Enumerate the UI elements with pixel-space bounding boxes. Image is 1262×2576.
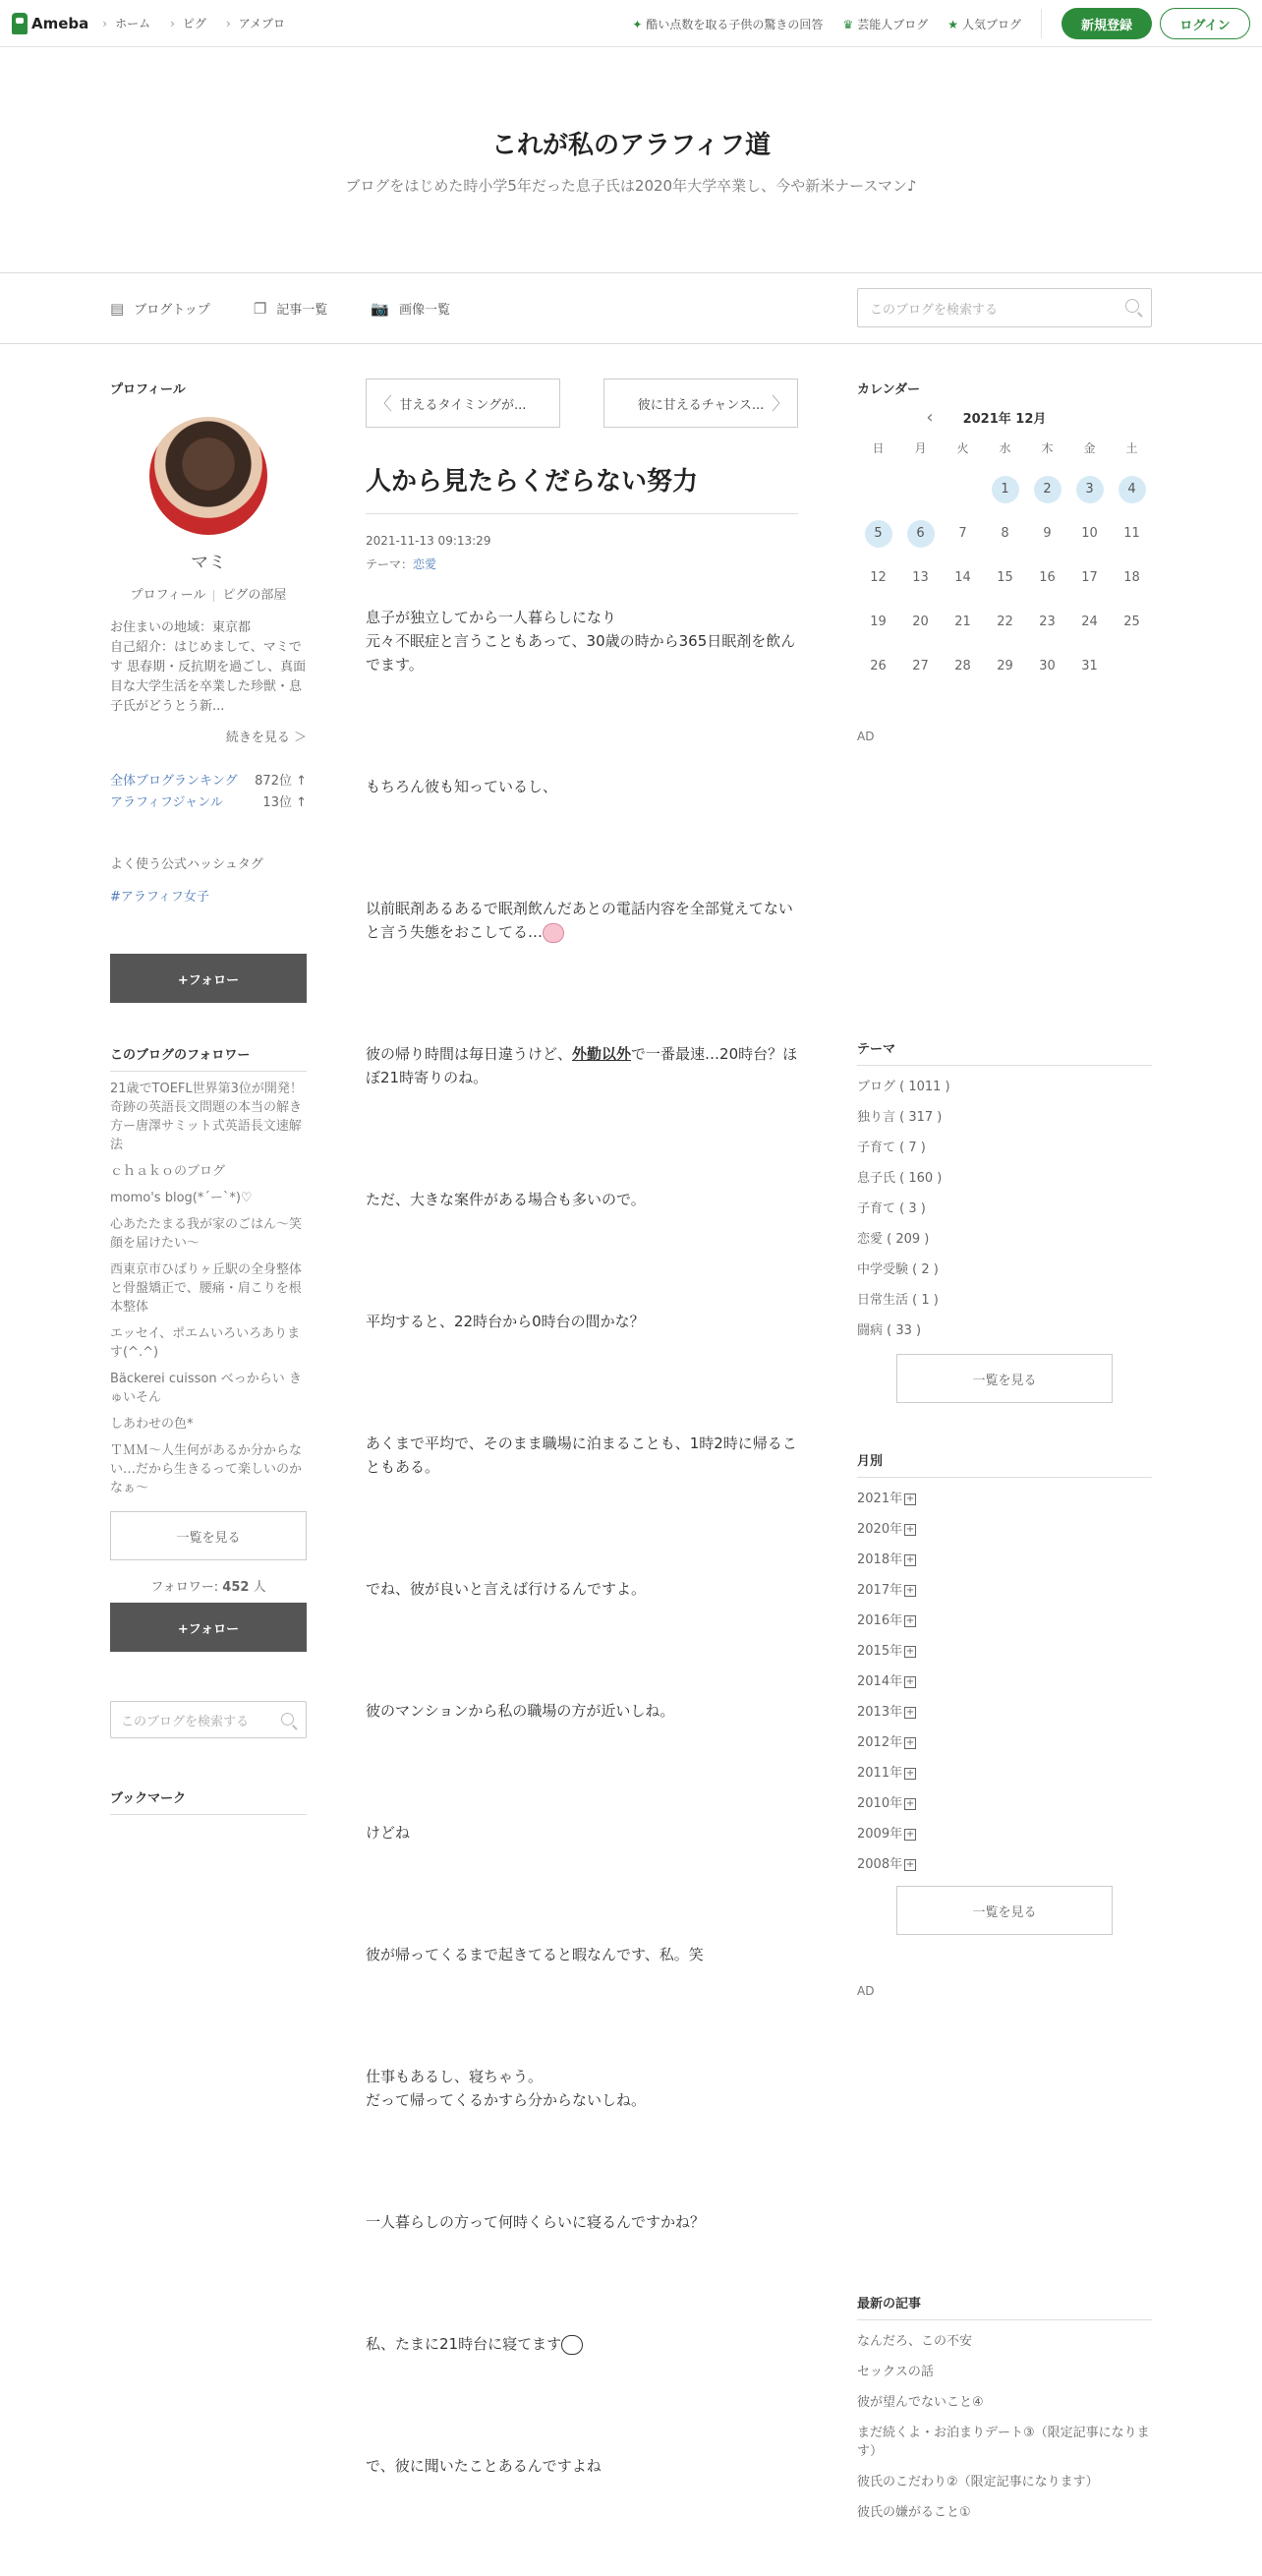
- calendar-day-number: 25: [1123, 615, 1140, 629]
- calendar-heading: カレンダー: [857, 382, 921, 397]
- follower-count-unit: 人: [249, 1580, 266, 1595]
- recent-entry[interactable]: まだ続くよ・お泊まりデート③（限定記事になります）: [857, 2426, 1150, 2459]
- blog-search-input[interactable]: [857, 288, 1152, 327]
- entry-paragraph: で、彼に聞いたことあるんですよね: [366, 2457, 602, 2475]
- header-link-celebrity[interactable]: [842, 16, 928, 32]
- theme-item[interactable]: 子育て ( 7 ): [857, 1141, 926, 1155]
- calendar-day: [984, 556, 1026, 600]
- calendar-day: [899, 556, 942, 600]
- calendar-day-number: 19: [870, 615, 887, 629]
- profile-name[interactable]: マミ: [191, 553, 226, 573]
- sidebar-search-placeholder: このブログを検索する: [121, 1714, 250, 1729]
- rank-genre-link[interactable]: アラフィフジャンル: [110, 795, 223, 810]
- signup-button[interactable]: 新規登録: [1061, 8, 1152, 39]
- weekday-label: 土: [1125, 441, 1138, 455]
- profile-links-separator: [213, 590, 214, 602]
- weekday-label: 火: [956, 441, 969, 455]
- crown-icon: ♛: [842, 17, 854, 31]
- entry-title[interactable]: 人から見たらくだらない努力: [366, 461, 798, 514]
- ad-label-2: AD: [857, 1984, 875, 1998]
- follower-count-label: フォロワー:: [150, 1580, 223, 1595]
- entry-theme-link[interactable]: 恋愛: [413, 557, 437, 571]
- calendar-day: [984, 644, 1026, 688]
- theme-item[interactable]: 独り言 ( 317 ): [857, 1110, 943, 1125]
- header-right: [632, 8, 1250, 39]
- calendar-day: [942, 511, 984, 556]
- archive-year[interactable]: [857, 1855, 1152, 1874]
- header-divider: [1041, 9, 1042, 38]
- rank-all-value: 872位 ↑: [255, 774, 307, 789]
- calendar-empty-cell: [942, 467, 984, 511]
- subnav-entry-list-label: 記事一覧: [276, 303, 328, 318]
- calendar-day-linked[interactable]: [1068, 467, 1111, 511]
- calendar-empty-cell: [899, 467, 942, 511]
- follower-item[interactable]: しあわせの色*: [110, 1417, 194, 1432]
- calendar-month: 2021年 12月: [962, 412, 1047, 427]
- calendar-day: [942, 600, 984, 644]
- calendar-day-number: 1: [992, 476, 1019, 503]
- archive-year-label: 2009年: [857, 1827, 903, 1842]
- recent-entry[interactable]: 彼が望んでないこと④: [857, 2395, 984, 2410]
- calendar-day-number: 12: [870, 570, 887, 585]
- calendar-day-number: 26: [870, 659, 887, 673]
- expand-plus-icon[interactable]: +: [905, 1736, 915, 1748]
- archive-year[interactable]: [857, 1703, 1152, 1722]
- expand-plus-icon[interactable]: +: [905, 1858, 915, 1870]
- weekday-label: 水: [999, 441, 1011, 455]
- entry-paragraph: [366, 1042, 798, 1089]
- calendar-day-number: 7: [958, 526, 967, 541]
- entry-paragraph: [366, 897, 798, 944]
- hashtag-heading: よく使う公式ハッシュタグ: [110, 857, 263, 872]
- recent-heading: 最新の記事: [857, 2293, 1152, 2320]
- calendar-day-number: 9: [1043, 526, 1052, 541]
- calendar-day-number: 17: [1081, 570, 1098, 585]
- calendar-empty-cell: [857, 467, 899, 511]
- profile-links: [110, 584, 307, 603]
- calendar-grid: [857, 439, 1152, 688]
- archive-year-label: 2017年: [857, 1583, 903, 1598]
- follower-item[interactable]: momo's blog(*´ー`*)♡: [110, 1191, 253, 1205]
- follow-button-2[interactable]: +フォロー: [110, 1603, 307, 1652]
- ad-label: AD: [857, 730, 875, 743]
- theme-item[interactable]: 恋愛 ( 209 ): [857, 1232, 930, 1247]
- entry-paragraph: もちろん彼も知っているし、: [366, 778, 558, 795]
- archive-year[interactable]: [857, 1642, 1152, 1661]
- calendar-day-number: 23: [1039, 615, 1056, 629]
- theme-item[interactable]: 日常生活 ( 1 ): [857, 1293, 939, 1308]
- face-emoji-icon: [561, 2335, 583, 2355]
- follower-item[interactable]: 西東京市ひばりヶ丘駅の全身整体と骨盤矯正で、腰痛・肩こりを根本整体: [110, 1262, 303, 1315]
- nav-ameblo[interactable]: › アメブロ: [226, 15, 285, 31]
- monthly-heading: 月別: [857, 1450, 1152, 1478]
- calendar-header: [857, 407, 1152, 428]
- archive-year[interactable]: [857, 1490, 1152, 1508]
- subnav-image-list-label: 画像一覧: [398, 303, 450, 318]
- archive-year[interactable]: [857, 1825, 1152, 1844]
- calendar-day-number: 30: [1039, 659, 1056, 673]
- follower-count-value: 452: [222, 1580, 250, 1595]
- avatar[interactable]: [149, 417, 267, 535]
- camera-icon: 📷: [371, 300, 389, 318]
- next-entry-label: 彼に甘えるチャンス...: [637, 397, 765, 413]
- ranking-block: [110, 771, 307, 814]
- star-icon: ★: [947, 17, 958, 31]
- archive-year-label: 2016年: [857, 1613, 903, 1628]
- calendar-day: [1111, 511, 1153, 556]
- follower-item[interactable]: エッセイ、ポエムいろいろあります(^.^): [110, 1326, 301, 1360]
- calendar-day-linked[interactable]: [1026, 467, 1068, 511]
- calendar-day-number: 27: [912, 659, 929, 673]
- calendar-day: [1111, 600, 1153, 644]
- calendar-day-number: 4: [1119, 476, 1146, 503]
- header-link-article[interactable]: [632, 16, 823, 32]
- calendar-day: [1068, 511, 1111, 556]
- theme-item[interactable]: ブログ ( 1011 ): [857, 1080, 950, 1094]
- search-icon[interactable]: [1125, 299, 1139, 313]
- expand-plus-icon[interactable]: +: [905, 1553, 915, 1565]
- follower-item[interactable]: 21歳でTOEFL世界第3位が開発！奇跡の英語長文問題の本当の解き方ー唐澤サミット式英語長文速解法: [110, 1082, 303, 1152]
- entry-paragraph-text: 以前眠剤あるあるで眠剤飲んだあとの電話内容を全部覚えてないと言う失態をおこしてる…: [366, 900, 793, 941]
- profile-area: お住まいの地域：東京都: [110, 620, 252, 635]
- theme-item[interactable]: 闘病 ( 33 ): [857, 1323, 922, 1338]
- subnav-entry-list[interactable]: [254, 299, 327, 318]
- entry-paragraph: [366, 2332, 798, 2356]
- archive-year-label: 2015年: [857, 1644, 903, 1659]
- entry-paragraph: でね、彼が良いと言えば行けるんですよ。: [366, 1580, 647, 1598]
- main-content: [366, 379, 798, 2576]
- prev-entry-button[interactable]: [366, 379, 560, 428]
- calendar-day: [899, 600, 942, 644]
- next-entry-button[interactable]: [603, 379, 798, 428]
- subnav-blog-top-label: ブログトップ: [134, 303, 210, 318]
- entry-pager: [366, 379, 798, 428]
- archive-year[interactable]: [857, 1551, 1152, 1569]
- entry-paragraph-text: 彼の帰り時間は毎日違うけど、: [366, 1045, 573, 1063]
- archive-year-label: 2020年: [857, 1522, 903, 1537]
- expand-plus-icon[interactable]: +: [905, 1523, 915, 1535]
- calendar-day-linked[interactable]: [899, 511, 942, 556]
- recent-list: [857, 2332, 1152, 2522]
- archive-year-label: 2012年: [857, 1735, 903, 1750]
- calendar-day-number: 11: [1123, 526, 1140, 541]
- search-icon[interactable]: [281, 1713, 294, 1726]
- ameba-logo-icon: [12, 13, 28, 34]
- entry-paragraph: あくまで平均で、そのまま職場に泊まることも、1時2時に帰ることもある。: [366, 1434, 797, 1476]
- archive-year[interactable]: [857, 1672, 1152, 1691]
- expand-plus-icon[interactable]: +: [905, 1797, 915, 1809]
- follower-count: [110, 1576, 307, 1595]
- calendar-day-number: 29: [997, 659, 1013, 673]
- pig-emoji-icon: [543, 923, 564, 943]
- entry-theme-label: テーマ：: [366, 557, 414, 571]
- global-header: [0, 0, 1262, 47]
- subnav-image-list[interactable]: [371, 299, 450, 318]
- entry-date: 2021-11-13 09:13:29: [366, 534, 491, 548]
- entry-emphasis: 外勤以外: [572, 1045, 632, 1063]
- archive-year-label: 2018年: [857, 1552, 903, 1567]
- calendar-day-number: 18: [1123, 570, 1140, 585]
- theme-item[interactable]: 息子氏 ( 160 ): [857, 1171, 943, 1186]
- calendar-day-number: 5: [865, 520, 892, 548]
- monthly-list: [857, 1490, 1152, 1874]
- theme-heading: テーマ: [857, 1038, 1152, 1066]
- weekday-label: 金: [1083, 441, 1096, 455]
- weekday-label: 木: [1041, 441, 1054, 455]
- expand-plus-icon[interactable]: +: [905, 1767, 915, 1779]
- calendar-day: [1026, 600, 1068, 644]
- expand-plus-icon[interactable]: +: [905, 1584, 915, 1596]
- entry-paragraph: 息子が独立してから一人暮らしになり 元々不眠症と言うこともあって、30歳の時から365日眠剤を飲んでます。: [366, 609, 796, 673]
- entry-body: [366, 606, 798, 2478]
- calendar-day-number: 28: [954, 659, 971, 673]
- chevron-right-icon: 〉: [772, 394, 789, 415]
- expand-plus-icon[interactable]: +: [905, 1493, 915, 1504]
- expand-plus-icon[interactable]: +: [905, 1614, 915, 1626]
- header-link-popular-label: 人気ブログ: [961, 17, 1021, 31]
- archive-year-label: 2013年: [857, 1705, 903, 1720]
- calendar-day: [1026, 644, 1068, 688]
- right-sidebar: [857, 379, 1152, 2522]
- left-sidebar: [110, 379, 307, 1815]
- recent-entry[interactable]: セックスの話: [857, 2365, 934, 2379]
- bookmark-heading: ブックマーク: [110, 1787, 307, 1815]
- calendar-day-number: 15: [997, 570, 1013, 585]
- profile-intro: 自己紹介：はじめまして、マミです 思春期・反抗期を過ごし、真面目な大学生活を卒業した珍獣・息子氏がどうとう新...: [110, 640, 307, 714]
- blog-title[interactable]: これが私のアラフィフ道: [491, 130, 771, 160]
- copy-icon: ❐: [253, 300, 267, 318]
- calendar-day-linked[interactable]: [857, 511, 899, 556]
- expand-plus-icon[interactable]: +: [905, 1706, 915, 1718]
- rank-genre-value: 13位 ↑: [262, 795, 307, 810]
- weekday-label: 日: [872, 441, 885, 455]
- calendar-day: [1026, 511, 1068, 556]
- entry-paragraph: 彼のマンションから私の職場の方が近いしね。: [366, 1702, 675, 1720]
- calendar-day-number: 22: [997, 615, 1013, 629]
- theme-item[interactable]: 中学受験 ( 2 ): [857, 1262, 939, 1277]
- profile-heading: プロフィール: [110, 382, 186, 397]
- archive-year-label: 2021年: [857, 1492, 903, 1506]
- weekday-label: 月: [914, 441, 927, 455]
- archive-year-label: 2008年: [857, 1857, 903, 1872]
- calendar-day-number: 13: [912, 570, 929, 585]
- subnav-blog-top[interactable]: [110, 299, 210, 318]
- entry-paragraph: 彼が帰ってくるまで起きてると暇なんです、私。笑: [366, 1946, 704, 1963]
- archive-year-label: 2010年: [857, 1796, 903, 1811]
- calendar-day-number: 14: [954, 570, 971, 585]
- calendar-day-number: 2: [1034, 476, 1061, 503]
- archive-year-label: 2014年: [857, 1674, 903, 1689]
- archive-year[interactable]: [857, 1581, 1152, 1600]
- calendar-day-number: 20: [912, 615, 929, 629]
- calendar-day-number: 3: [1076, 476, 1104, 503]
- followers-see-all-button[interactable]: 一覧を見る: [110, 1511, 307, 1560]
- archive-year[interactable]: [857, 1520, 1152, 1539]
- calendar-day: [984, 511, 1026, 556]
- rank-all-link[interactable]: 全体ブログランキング: [110, 774, 238, 789]
- follow-button[interactable]: +フォロー: [110, 954, 307, 1003]
- document-icon: ▤: [110, 300, 125, 318]
- ameba-logo[interactable]: [12, 13, 88, 34]
- calendar-day: [984, 600, 1026, 644]
- follower-list: [110, 1080, 307, 1497]
- archive-year[interactable]: [857, 1794, 1152, 1813]
- archive-year[interactable]: [857, 1611, 1152, 1630]
- header-link-article-label: 酷い点数を取る子供の驚きの回答: [646, 17, 824, 31]
- entry-paragraph: ただ、大きな案件がある場合も多いので。: [366, 1191, 646, 1208]
- monthly-see-all-button[interactable]: 一覧を見る: [896, 1886, 1113, 1935]
- login-button[interactable]: ログイン: [1160, 8, 1250, 39]
- followers-heading: このブログのフォロワー: [110, 1044, 307, 1072]
- profile-more-link[interactable]: 続きを見る ＞: [225, 731, 307, 745]
- chevron-left-icon: 〈: [374, 394, 392, 415]
- calendar-day: [1068, 556, 1111, 600]
- calendar-day: [857, 556, 899, 600]
- entry-paragraph: 平均すると、22時台から0時台の間かな？: [366, 1313, 645, 1330]
- calendar-day-number: 10: [1081, 526, 1098, 541]
- expand-plus-icon[interactable]: +: [905, 1645, 915, 1657]
- header-link-popular[interactable]: [947, 16, 1021, 32]
- blog-description: ブログをはじめた時小学5年だった息子氏は2020年大学卒業し、今や新米ナースマン♪: [345, 176, 917, 195]
- sidebar-search-input[interactable]: [110, 1701, 307, 1738]
- calendar-day: [1026, 556, 1068, 600]
- entry-paragraph-text: で一番最速…20時台？ほぼ21時寄りのね。: [366, 1045, 798, 1086]
- expand-plus-icon[interactable]: +: [905, 1675, 915, 1687]
- prev-entry-label: 甘えるタイミングが...: [399, 397, 527, 413]
- profile-text: [110, 618, 307, 717]
- calendar-day: [1068, 600, 1111, 644]
- calendar-day-number: 16: [1039, 570, 1056, 585]
- theme-item[interactable]: 子育て ( 3 ): [857, 1201, 926, 1216]
- expand-plus-icon[interactable]: +: [905, 1828, 915, 1840]
- calendar-day-number: 21: [954, 615, 971, 629]
- nav-home[interactable]: › ホーム: [102, 15, 150, 31]
- calendar-day: [1068, 644, 1111, 688]
- entry-theme: [366, 556, 798, 572]
- archive-year[interactable]: [857, 1733, 1152, 1752]
- calendar-day: [899, 644, 942, 688]
- hashtag-link[interactable]: #アラフィフ女子: [110, 890, 209, 905]
- theme-list: [857, 1078, 1152, 1340]
- entry-paragraph: けどね: [366, 1824, 411, 1842]
- entry-paragraph: 仕事もあるし、寝ちゃう。 だって帰ってくるかすら分からないしね。: [366, 2068, 647, 2109]
- blog-subnav: [0, 273, 1262, 344]
- theme-see-all-button[interactable]: 一覧を見る: [896, 1354, 1113, 1403]
- recent-entry[interactable]: なんだろ、この不安: [857, 2334, 973, 2349]
- profile-link[interactable]: プロフィール: [130, 588, 206, 603]
- calendar-day-number: 24: [1081, 615, 1098, 629]
- calendar-day: [942, 644, 984, 688]
- follower-item[interactable]: ｃｈａｋｏのブログ: [110, 1164, 226, 1179]
- archive-year-label: 2011年: [857, 1766, 903, 1781]
- archive-year[interactable]: [857, 1764, 1152, 1783]
- sparkle-icon: ✦: [632, 17, 643, 31]
- follower-item[interactable]: ＴＭＭ～人生何があるか分からない…だから生きるって楽しいのかなぁ～: [110, 1443, 303, 1495]
- calendar-day: [857, 644, 899, 688]
- calendar-day-linked[interactable]: [984, 467, 1026, 511]
- calendar-day-number: 6: [907, 520, 935, 548]
- chevron-left-icon[interactable]: ‹: [926, 407, 934, 428]
- blog-header: [0, 47, 1262, 273]
- calendar-day: [857, 600, 899, 644]
- follower-item[interactable]: 心あたたまる我が家のごはん〜笑顔を届けたい〜: [110, 1217, 303, 1251]
- calendar-day: [1111, 556, 1153, 600]
- pigg-room-link[interactable]: ピグの部屋: [222, 588, 287, 603]
- entry-paragraph: 一人暮らしの方って何時くらいに寝るんですかね？: [366, 2213, 706, 2231]
- recent-entry[interactable]: 彼氏のこだわり②（限定記事になります）: [857, 2475, 1099, 2489]
- global-nav: [102, 15, 285, 31]
- recent-entry[interactable]: 彼氏の嫌がること①: [857, 2505, 971, 2520]
- calendar-day: [942, 556, 984, 600]
- calendar-day-number: 8: [1001, 526, 1009, 541]
- calendar-day-linked[interactable]: [1111, 467, 1153, 511]
- header-link-celebrity-label: 芸能人ブログ: [857, 17, 929, 31]
- blog-search-placeholder: このブログを検索する: [870, 302, 999, 318]
- logo-text: Ameba: [31, 14, 89, 32]
- calendar-day-number: 31: [1081, 659, 1098, 673]
- entry-paragraph-text: 私、たまに21時台に寝てます: [366, 2335, 562, 2353]
- nav-pigg[interactable]: › ピグ: [170, 15, 206, 31]
- follower-item[interactable]: Bäckerei cuisson べっからい きゅいそん: [110, 1372, 302, 1405]
